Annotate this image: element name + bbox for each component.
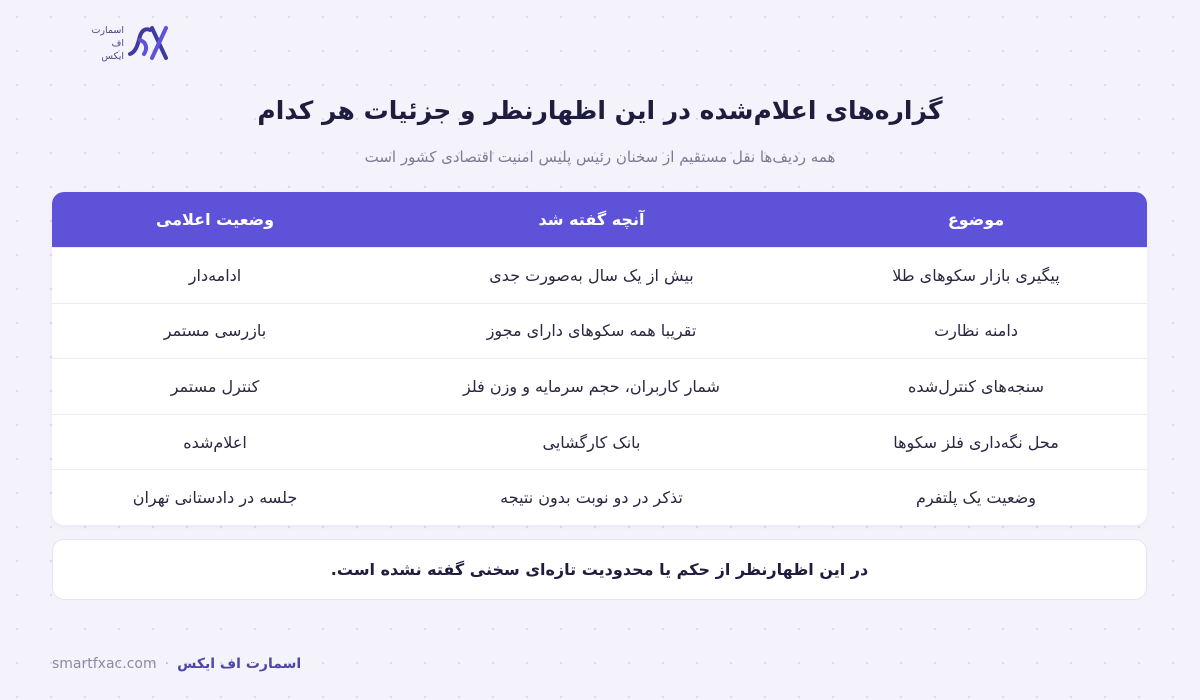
logo-line-2: اف xyxy=(111,38,124,49)
cell-said: تذکر در دو نوبت بدون نتیجه xyxy=(500,488,683,508)
cell-status: کنترل مستمر xyxy=(170,376,260,396)
logo-line-1: اسمارت xyxy=(91,25,124,36)
page-subtitle: همه ردیف‌ها نقل مستقیم از سخنان رئیس پلیس امنیت اقتصادی کشور است xyxy=(364,148,836,166)
footer xyxy=(52,656,301,672)
cell-topic: پیگیری بازار سکوهای طلا xyxy=(892,265,1060,285)
table-row xyxy=(52,247,1147,303)
logo-mark-icon xyxy=(126,22,170,64)
cell-status: ادامه‌دار xyxy=(188,265,242,285)
cell-topic: محل نگه‌داری فلز سکوها xyxy=(893,432,1059,452)
cell-status: اعلام‌شده xyxy=(183,432,247,452)
footer-brand: اسمارت اف ایکس xyxy=(177,656,302,672)
table-row xyxy=(52,414,1147,470)
logo[interactable] xyxy=(70,22,180,68)
table-row xyxy=(52,303,1147,359)
header-what-was-said: آنچه گفته شد xyxy=(538,210,645,229)
logo-wordmark xyxy=(70,24,124,63)
page-title: گزاره‌های اعلام‌شده در این اظهارنظر و جزئیات هر کدام xyxy=(257,96,943,125)
header-status: وضعیت اعلامی xyxy=(155,210,275,229)
cell-said: شمار کاربران، حجم سرمایه و وزن فلز xyxy=(463,376,720,396)
cell-status: جلسه در دادستانی تهران xyxy=(132,488,298,508)
cell-topic: دامنه نظارت xyxy=(934,321,1018,341)
logo-line-3: ایکس xyxy=(101,51,124,62)
cell-said: تقریبا همه سکوهای دارای مجوز xyxy=(486,321,697,341)
table-row xyxy=(52,358,1147,414)
statements-table xyxy=(52,192,1147,525)
summary-note: در این اظهارنظر از حکم یا محدودیت تازه‌ای سخنی گفته نشده است. xyxy=(52,539,1147,600)
cell-topic: وضعیت یک پلتفرم xyxy=(916,488,1036,508)
cell-status: بازرسی مستمر xyxy=(163,321,267,341)
table-header xyxy=(52,192,1147,247)
footer-separator: · xyxy=(164,656,170,672)
table-row xyxy=(52,469,1147,525)
cell-said: بیش از یک سال به‌صورت جدی xyxy=(489,265,694,285)
cell-topic: سنجه‌های کنترل‌شده xyxy=(908,376,1044,396)
cell-said: بانک کارگشایی xyxy=(542,432,641,452)
header-topic: موضوع xyxy=(947,210,1005,229)
footer-site-link[interactable]: smartfxac.com xyxy=(52,656,157,672)
